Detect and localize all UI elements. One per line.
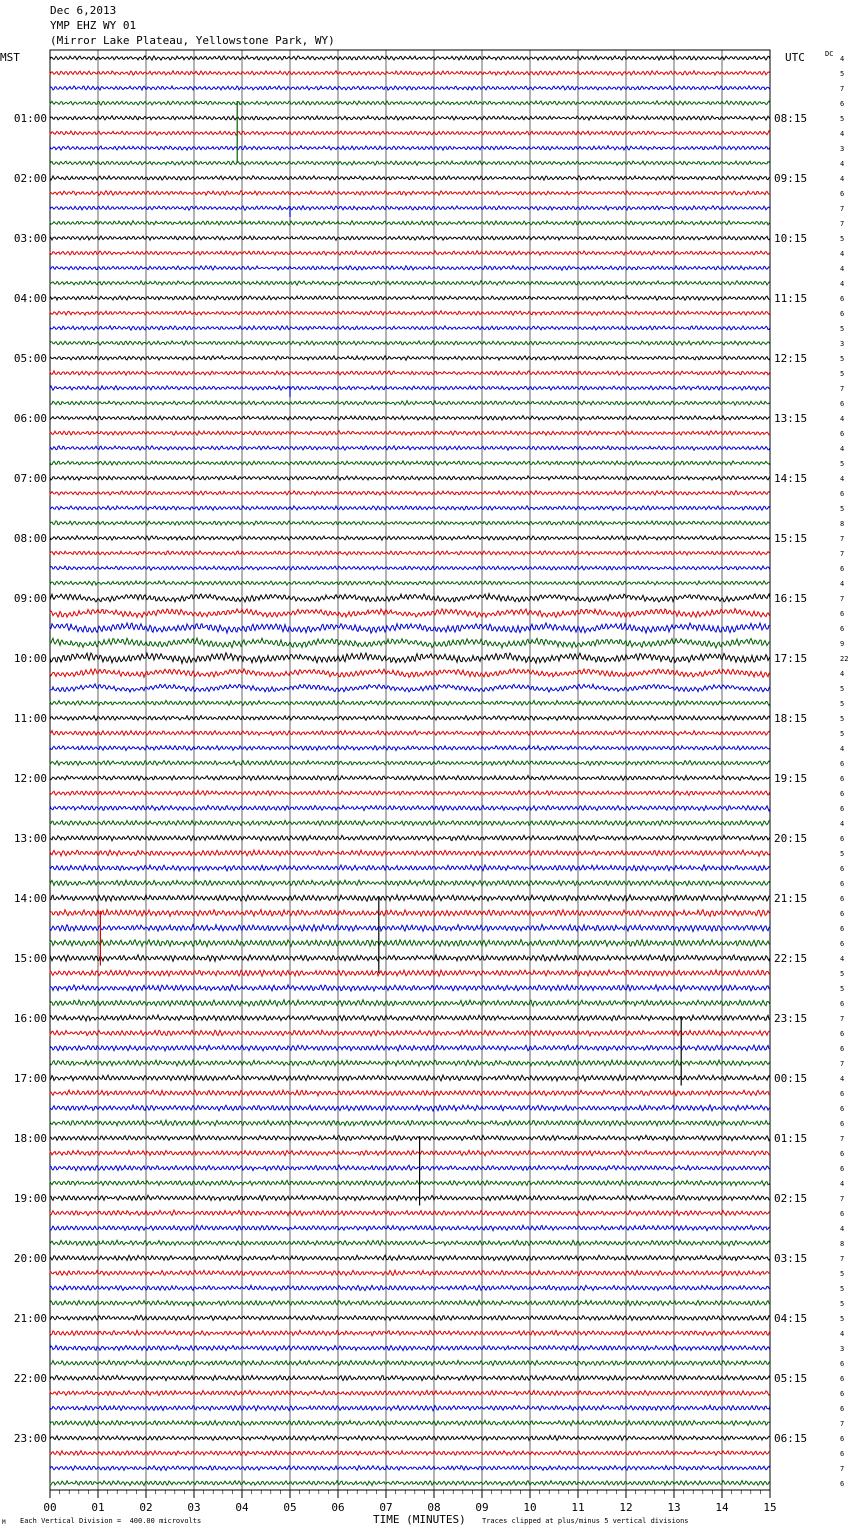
trace-row [50, 341, 770, 345]
dc-offset-value: 6 [840, 1360, 845, 1368]
trace-row [50, 761, 770, 766]
dc-offset-value: 4 [840, 415, 845, 423]
dc-offset-value: 4 [840, 280, 845, 288]
dc-offset-value: 5 [840, 985, 845, 993]
dc-offset-value: 7 [840, 220, 845, 228]
trace-row [50, 71, 770, 76]
mst-hour-label: 02:00 [13, 172, 47, 185]
trace-row [50, 416, 770, 421]
dc-offset-value: 4 [840, 160, 845, 168]
trace-row [50, 356, 770, 360]
utc-hour-label: 14:15 [774, 472, 808, 485]
dc-offset-value: 5 [840, 1315, 845, 1323]
trace-row [50, 131, 770, 135]
utc-hour-label: 08:15 [774, 112, 808, 125]
trace-row [50, 1436, 770, 1441]
dc-offset-value: 4 [840, 745, 845, 753]
dc-offset-value: 7 [840, 1255, 845, 1263]
dc-offset-value: 7 [840, 205, 845, 213]
trace-row [50, 296, 770, 300]
dc-offset-value: 7 [840, 595, 845, 603]
dc-offset-value: 6 [840, 805, 845, 813]
dc-offset-value: 4 [840, 175, 845, 183]
utc-hour-label: 18:15 [774, 712, 808, 725]
dc-offset-value: 7 [840, 1060, 845, 1068]
x-tick-label: 11 [571, 1501, 585, 1514]
trace-row [50, 1481, 770, 1486]
dc-offset-value: 3 [840, 1345, 845, 1353]
dc-offset-value: 5 [840, 970, 845, 978]
trace-row [50, 1135, 770, 1140]
trace-row [50, 266, 770, 271]
dc-offset-value: 5 [840, 70, 845, 78]
dc-offset-value: 6 [840, 1480, 845, 1488]
axes-group [14, 55, 849, 1514]
mst-hour-label: 21:00 [13, 1312, 47, 1325]
x-axis-title: TIME (MINUTES) [373, 1513, 466, 1526]
dc-offset-value: 4 [840, 670, 845, 678]
mst-hour-label: 07:00 [13, 472, 47, 485]
dc-offset-value: 4 [840, 1075, 845, 1083]
trace-row [50, 1120, 770, 1126]
dc-offset-value: 6 [840, 295, 845, 303]
trace-row [50, 431, 770, 435]
dc-offset-value: 6 [840, 760, 845, 768]
dc-offset-value: 6 [840, 775, 845, 783]
trace-row [50, 865, 770, 871]
trace-row [50, 371, 770, 375]
trace-row [50, 506, 770, 510]
trace-row [50, 1075, 770, 1081]
utc-hour-label: 22:15 [774, 952, 808, 965]
x-tick-label: 06 [331, 1501, 345, 1514]
trace-row [50, 1165, 770, 1170]
header-date: Dec 6,2013 [50, 4, 117, 17]
dc-offset-value: 6 [840, 865, 845, 873]
dc-offset-value: 4 [840, 1180, 845, 1188]
trace-row [50, 221, 770, 225]
dc-offset-value: 4 [840, 1225, 845, 1233]
dc-offset-value: 6 [840, 1435, 845, 1443]
dc-offset-value: 7 [840, 1015, 845, 1023]
mst-hour-label: 19:00 [13, 1192, 47, 1205]
dc-offset-value: 5 [840, 1300, 845, 1308]
trace-row [50, 326, 770, 330]
dc-offset-value: 6 [840, 430, 845, 438]
dc-offset-value: 6 [840, 1375, 845, 1383]
dc-offset-value: 5 [840, 370, 845, 378]
x-tick-label: 00 [43, 1501, 57, 1514]
trace-row [50, 461, 770, 465]
trace-row [50, 56, 770, 60]
trace-row [50, 101, 770, 105]
dc-offset-value: 6 [840, 625, 845, 633]
dc-offset-value: 4 [840, 580, 845, 588]
utc-hour-label: 15:15 [774, 532, 808, 545]
dc-offset-value: 5 [840, 460, 845, 468]
trace-row [50, 176, 770, 180]
x-tick-label: 05 [283, 1501, 297, 1514]
footer-right-note: Traces clipped at plus/minus 5 vertical divisions [482, 1517, 689, 1525]
mst-hour-label: 03:00 [13, 232, 47, 245]
dc-offset-value: 7 [840, 1195, 845, 1203]
utc-hour-label: 13:15 [774, 412, 808, 425]
dc-offset-value: 6 [840, 1405, 845, 1413]
dc-offset-value: 5 [840, 715, 845, 723]
trace-row [50, 206, 770, 211]
mst-hour-label: 08:00 [13, 532, 47, 545]
trace-row [50, 1390, 770, 1395]
dc-offset-value: 8 [840, 1240, 845, 1248]
trace-row [50, 895, 770, 901]
mst-hour-label: 20:00 [13, 1252, 47, 1265]
dc-offset-value: 6 [840, 790, 845, 798]
trace-row [50, 1000, 770, 1006]
trace-row [50, 880, 770, 886]
dc-offset-value: 9 [840, 640, 845, 648]
trace-row [50, 551, 770, 555]
dc-offset-value: 8 [840, 520, 845, 528]
trace-row [50, 609, 770, 618]
mst-hour-label: 15:00 [13, 952, 47, 965]
trace-row [50, 623, 770, 633]
dc-offset-value: 5 [840, 850, 845, 858]
dc-offset-value: 6 [840, 835, 845, 843]
trace-row [50, 1451, 770, 1456]
utc-hour-label: 04:15 [774, 1312, 808, 1325]
trace-row [50, 1090, 770, 1096]
dc-offset-value: 5 [840, 1270, 845, 1278]
dc-offset-value: 7 [840, 1465, 845, 1473]
dc-offset-value: 5 [840, 730, 845, 738]
trace-row [50, 1150, 770, 1155]
dc-offset-value: 6 [840, 910, 845, 918]
trace-row [50, 476, 770, 480]
mst-hour-label: 17:00 [13, 1072, 47, 1085]
x-tick-label: 07 [379, 1501, 393, 1514]
trace-row [50, 1210, 770, 1216]
dc-offset-value: 7 [840, 550, 845, 558]
dc-offset-value: 7 [840, 85, 845, 93]
dc-offset-value: 6 [840, 1000, 845, 1008]
dc-offset-value: 4 [840, 250, 845, 258]
dc-offset-value: 6 [840, 400, 845, 408]
trace-row [50, 581, 770, 585]
x-tick-label: 12 [619, 1501, 633, 1514]
trace-row [50, 1105, 770, 1111]
trace-row [50, 191, 770, 195]
dc-offset-value: 6 [840, 100, 845, 108]
trace-row [50, 491, 770, 495]
trace-row [50, 1330, 770, 1335]
corner-mark: M [2, 1519, 6, 1526]
mst-hour-label: 06:00 [13, 412, 47, 425]
x-tick-label: 03 [187, 1501, 201, 1514]
dc-offset-value: 6 [840, 1105, 845, 1113]
mst-hour-label: 05:00 [13, 352, 47, 365]
dc-offset-value: 4 [840, 130, 845, 138]
trace-row [50, 536, 770, 541]
trace-row [50, 1466, 770, 1471]
trace-row [50, 146, 770, 150]
dc-offset-value: 5 [840, 1285, 845, 1293]
header-station: YMP EHZ WY 01 [50, 19, 137, 32]
trace-row [50, 805, 770, 810]
dc-offset-value: 6 [840, 940, 845, 948]
trace-row [50, 746, 770, 751]
trace-row [50, 281, 770, 286]
trace-row [50, 594, 770, 602]
trace-row [50, 835, 770, 840]
mst-hour-label: 09:00 [13, 592, 47, 605]
dc-offset-value: 6 [840, 880, 845, 888]
trace-row [50, 653, 770, 664]
dc-offset-value: 5 [840, 235, 845, 243]
dc-offset-value: 6 [840, 1120, 845, 1128]
trace-row [50, 820, 770, 825]
mst-hour-label: 23:00 [13, 1432, 47, 1445]
trace-row [50, 1345, 770, 1350]
dc-offset-value: 6 [840, 1210, 845, 1218]
trace-row [50, 850, 770, 856]
utc-hour-label: 10:15 [774, 232, 808, 245]
trace-row [50, 1300, 770, 1306]
trace-row [50, 566, 770, 570]
utc-hour-label: 23:15 [774, 1012, 808, 1025]
trace-row [50, 161, 770, 165]
trace-row [50, 1225, 770, 1230]
trace-row [50, 521, 770, 525]
x-tick-label: 10 [523, 1501, 537, 1514]
mst-hour-label: 13:00 [13, 832, 47, 845]
dc-offset-value: 4 [840, 265, 845, 273]
trace-row [50, 386, 770, 390]
mst-hour-label: 01:00 [13, 112, 47, 125]
mst-hour-label: 12:00 [13, 772, 47, 785]
dc-offset-value: 7 [840, 385, 845, 393]
trace-row [50, 1045, 770, 1051]
trace-row [50, 1180, 770, 1185]
trace-row [50, 1405, 770, 1410]
utc-hour-label: 12:15 [774, 352, 808, 365]
trace-row [50, 638, 770, 648]
dc-offset-value: 5 [840, 325, 845, 333]
x-tick-label: 15 [763, 1501, 777, 1514]
dc-offset-value: 7 [840, 535, 845, 543]
x-tick-label: 09 [475, 1501, 489, 1514]
trace-row [50, 669, 770, 678]
dc-offset-value: 4 [840, 1330, 845, 1338]
dc-offset-value: 6 [840, 895, 845, 903]
trace-row [50, 776, 770, 781]
dc-offset-value: 6 [840, 1090, 845, 1098]
mst-hour-label: 10:00 [13, 652, 47, 665]
trace-row [50, 1030, 770, 1036]
dc-offset-value: 4 [840, 55, 845, 63]
dc-offset-value: 6 [840, 190, 845, 198]
utc-hour-label: 02:15 [774, 1192, 808, 1205]
header-location: (Mirror Lake Plateau, Yellowstone Park, WY) [50, 34, 335, 47]
dc-offset-value: 6 [840, 1390, 845, 1398]
dc-offset-value: 22 [840, 655, 849, 663]
trace-row [50, 1015, 770, 1021]
dc-offset-value: 7 [840, 1420, 845, 1428]
dc-offset-value: 5 [840, 355, 845, 363]
dc-offset-value: 6 [840, 1450, 845, 1458]
footer-left-note: Each Vertical Division = 400.00 microvolts [20, 1517, 202, 1525]
dc-offset-value: 6 [840, 1030, 845, 1038]
dc-offset-value: 6 [840, 1150, 845, 1158]
trace-row [50, 1240, 770, 1246]
dc-offset-value: 6 [840, 925, 845, 933]
utc-hour-label: 17:15 [774, 652, 808, 665]
mst-hour-label: 14:00 [13, 892, 47, 905]
dc-offset-value: 6 [840, 610, 845, 618]
x-tick-label: 04 [235, 1501, 249, 1514]
trace-row [50, 716, 770, 721]
utc-hour-label: 16:15 [774, 592, 808, 605]
trace-row [50, 970, 770, 976]
trace-row [50, 1060, 770, 1066]
dc-offset-value: 5 [840, 115, 845, 123]
dc-label: DC [825, 50, 834, 58]
utc-hour-label: 05:15 [774, 1372, 808, 1385]
utc-hour-label: 06:15 [774, 1432, 808, 1445]
dc-offset-value: 5 [840, 685, 845, 693]
trace-row [50, 791, 770, 796]
utc-hour-label: 09:15 [774, 172, 808, 185]
utc-hour-label: 01:15 [774, 1132, 808, 1145]
utc-hour-label: 21:15 [774, 892, 808, 905]
dc-offset-value: 6 [840, 565, 845, 573]
x-tick-label: 13 [667, 1501, 681, 1514]
trace-row [50, 1270, 770, 1276]
utc-hour-label: 20:15 [774, 832, 808, 845]
utc-hour-label: 03:15 [774, 1252, 808, 1265]
trace-row [50, 1285, 770, 1290]
trace-row [50, 116, 770, 120]
trace-row [50, 985, 770, 991]
mst-label: MST [0, 51, 20, 64]
trace-row [50, 251, 770, 255]
trace-row [50, 910, 770, 917]
x-tick-label: 02 [139, 1501, 153, 1514]
dc-offset-value: 3 [840, 340, 845, 348]
trace-row [50, 1315, 770, 1320]
utc-hour-label: 11:15 [774, 292, 808, 305]
dc-offset-value: 3 [840, 145, 845, 153]
trace-group [50, 56, 770, 1486]
mst-hour-label: 22:00 [13, 1372, 47, 1385]
trace-row [50, 1195, 770, 1200]
dc-offset-value: 4 [840, 475, 845, 483]
dc-offset-value: 4 [840, 820, 845, 828]
trace-row [50, 955, 770, 961]
x-tick-label: 01 [91, 1501, 105, 1514]
x-tick-label: 14 [715, 1501, 729, 1514]
x-tick-label: 08 [427, 1501, 441, 1514]
trace-row [50, 684, 770, 692]
trace-row [50, 701, 770, 706]
mst-hour-label: 16:00 [13, 1012, 47, 1025]
dc-offset-value: 6 [840, 490, 845, 498]
trace-row [50, 446, 770, 451]
dc-offset-value: 5 [840, 700, 845, 708]
dc-offset-value: 7 [840, 1135, 845, 1143]
utc-hour-label: 00:15 [774, 1072, 808, 1085]
trace-row [50, 940, 770, 947]
utc-label: UTC [785, 51, 805, 64]
mst-hour-label: 04:00 [13, 292, 47, 305]
trace-row [50, 236, 770, 240]
trace-row [50, 311, 770, 316]
dc-offset-value: 5 [840, 505, 845, 513]
dc-offset-value: 4 [840, 445, 845, 453]
trace-row [50, 1375, 770, 1380]
utc-hour-label: 19:15 [774, 772, 808, 785]
dc-offset-value: 6 [840, 310, 845, 318]
mst-hour-label: 11:00 [13, 712, 47, 725]
dc-offset-value: 6 [840, 1045, 845, 1053]
trace-row [50, 731, 770, 736]
trace-row [50, 401, 770, 406]
trace-row [50, 1255, 770, 1261]
mst-hour-label: 18:00 [13, 1132, 47, 1145]
trace-row [50, 86, 770, 90]
trace-row [50, 925, 770, 932]
trace-row [50, 1360, 770, 1366]
dc-offset-value: 4 [840, 955, 845, 963]
trace-row [50, 1420, 770, 1425]
dc-offset-value: 6 [840, 1165, 845, 1173]
